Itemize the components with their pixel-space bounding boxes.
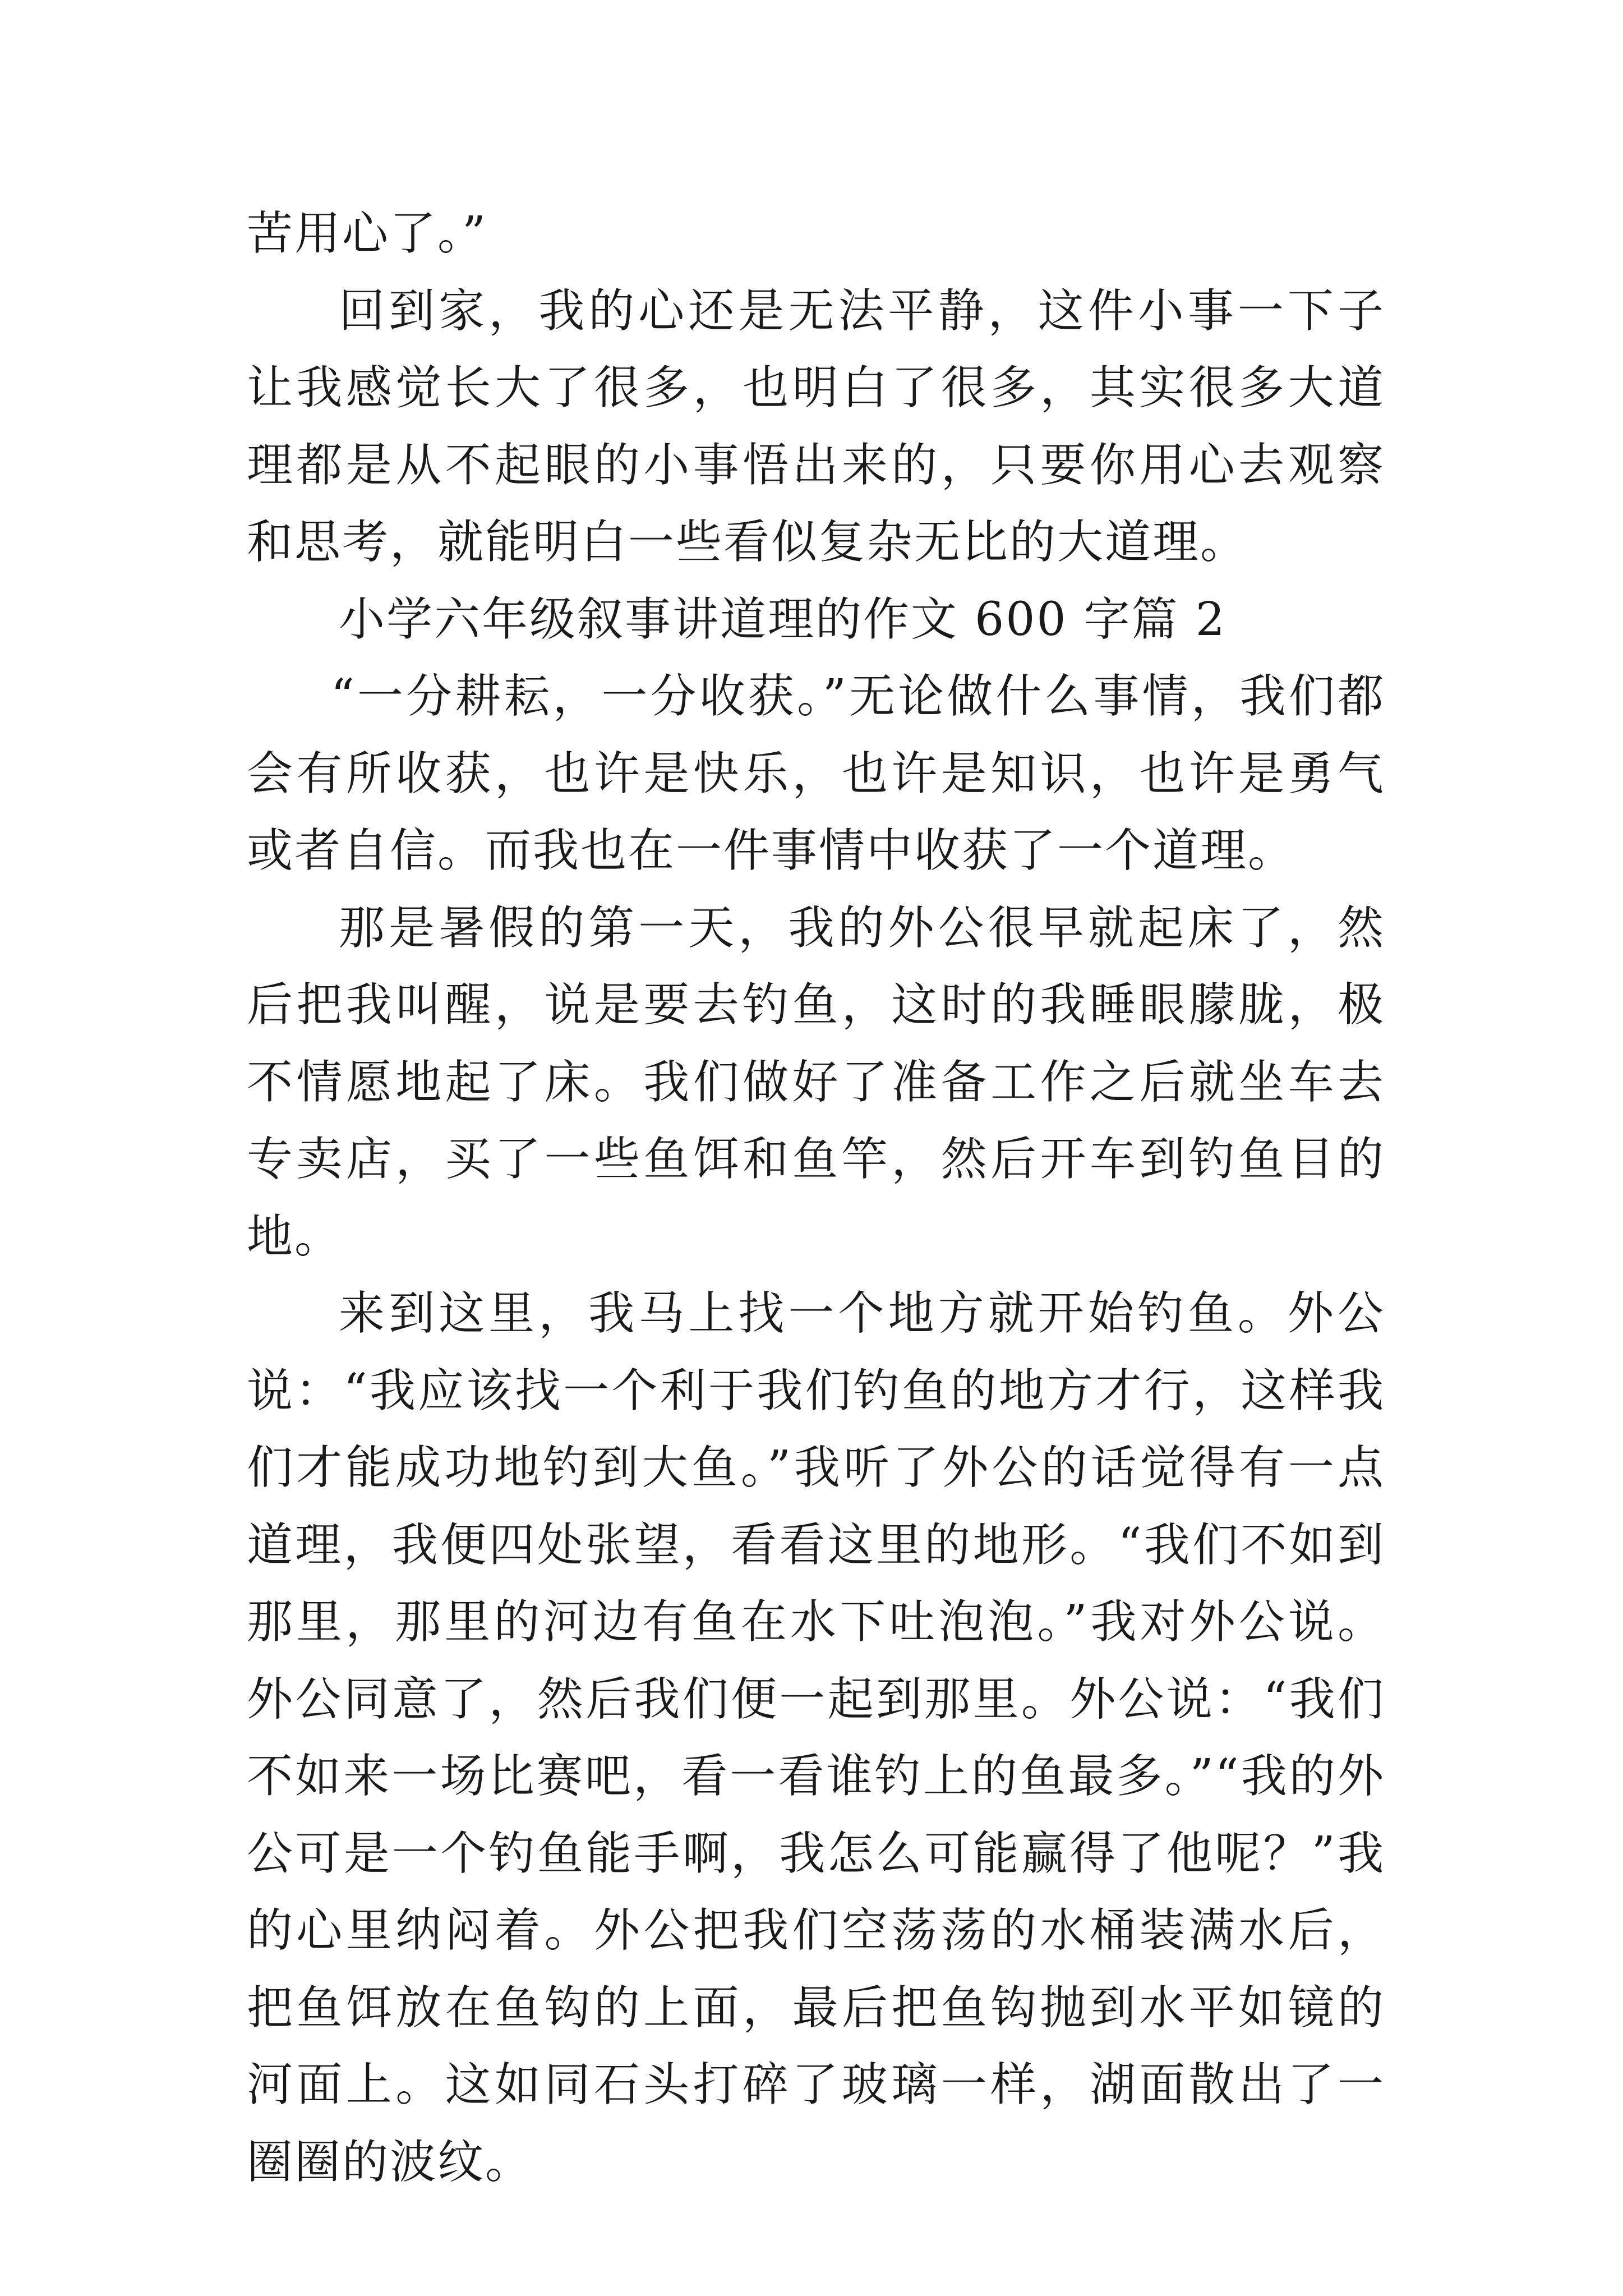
paragraph-continuation: 苦用心了。” [247,207,487,260]
paragraph: 来到这里，我马上找一个地方就开始钓鱼。外公说：“我应该找一个利于我们钓鱼的地方才行，这样我们才能成功地钓到大鱼。”我听了外公的话觉得有一点道理，我便四处张望，看看这里的地形。“我们不如到那里，那里的河边有鱼在水下吐泡泡。”我对外公说。外公同意了，然后我们便一起到那里。外公说：“我们不如来一场比赛吧，看一看谁钓上的鱼最多。”“我的外公可是一个钓鱼能手啊，我怎么可能赢得了他呢？”我的心里纳闷着。外公把我们空荡荡的水桶装满水后，把鱼饵放在鱼钩的上面，最后把鱼钩抛到水平如镜的河面上。这如同石头打碎了玻璃一样，湖面散出了一圈圈的波纹。 [247,1287,1385,2189]
paragraph: 回到家，我的心还是无法平静，这件小事一下子让我感觉长大了很多，也明白了很多，其实很多大道理都是从不起眼的小事悟出来的，只要你用心去观察和思考，就能明白一些看似复杂无比的大道理。 [247,284,1385,569]
paragraph: 那是暑假的第一天，我的外公很早就起床了，然后把我叫醒，说是要去钓鱼，这时的我睡眼朦胧，极不情愿地起了床。我们做好了准备工作之后就坐车去专卖店，买了一些鱼饵和鱼竿，然后开车到钓鱼目的地。 [247,901,1385,1263]
section-heading: 小学六年级叙事讲道理的作文 600 字篇 2 [339,592,1227,646]
paragraph: “一分耕耘，一分收获。”无论做什么事情，我们都会有所收获，也许是快乐，也许是知识，也许是勇气或者自信。而我也在一件事情中收获了一个道理。 [247,670,1385,877]
document-body [247,195,1385,2201]
